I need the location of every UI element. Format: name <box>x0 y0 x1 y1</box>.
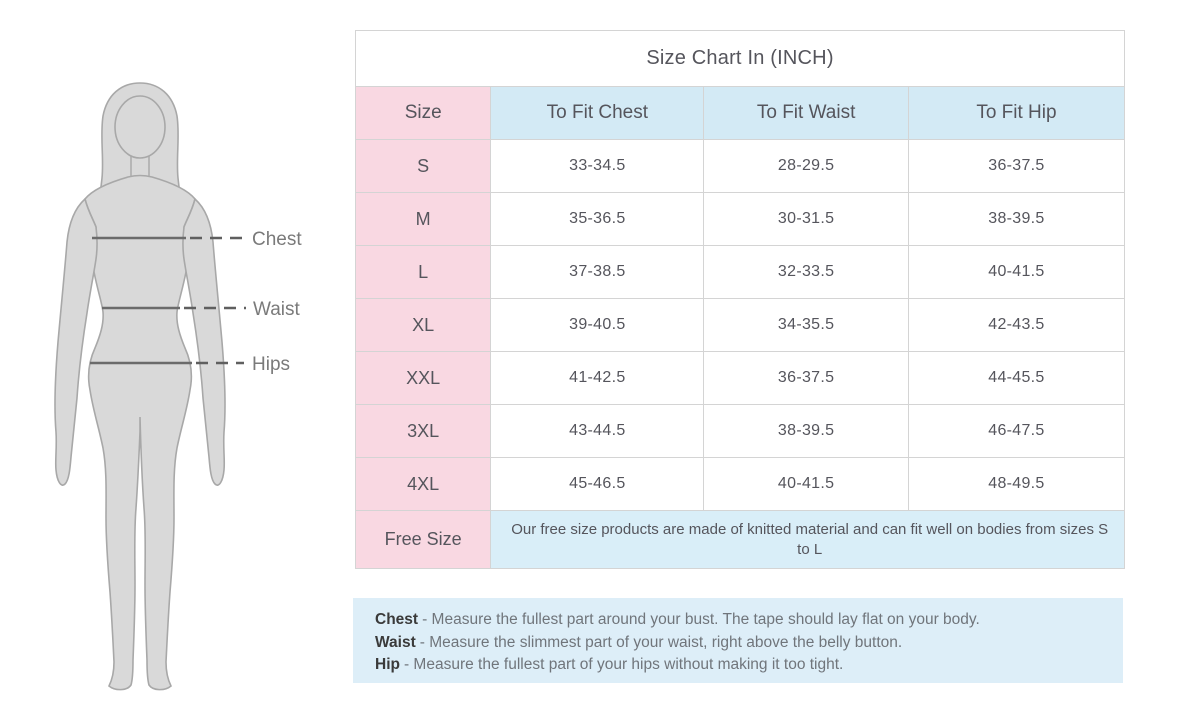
size-cell: XXL <box>356 352 491 405</box>
waist-cell: 30-31.5 <box>704 193 909 246</box>
chest-cell: 41-42.5 <box>491 352 704 405</box>
hip-cell: 44-45.5 <box>908 352 1124 405</box>
face-shape <box>115 96 165 158</box>
column-header-size: Size <box>356 87 491 140</box>
table-row-xxl <box>356 352 1125 405</box>
hip-cell: 40-41.5 <box>908 246 1124 299</box>
size-chart-table-wrap <box>355 30 1125 569</box>
table-row-xl <box>356 299 1125 352</box>
hip-cell: 46-47.5 <box>908 405 1124 458</box>
size-cell: 4XL <box>356 458 491 511</box>
chest-cell: 37-38.5 <box>491 246 704 299</box>
size-cell: S <box>356 140 491 193</box>
chest-instruction <box>375 609 1105 632</box>
waist-cell: 28-29.5 <box>704 140 909 193</box>
hip-cell: 48-49.5 <box>908 458 1124 511</box>
chest-cell: 35-36.5 <box>491 193 704 246</box>
table-row-s <box>356 140 1125 193</box>
table-title-row <box>356 31 1125 87</box>
column-header-chest: To Fit Chest <box>491 87 704 140</box>
table-row-m <box>356 193 1125 246</box>
table-row-free-size <box>356 511 1125 569</box>
size-chart-table <box>355 30 1125 569</box>
size-cell: XL <box>356 299 491 352</box>
chest-cell: 33-34.5 <box>491 140 704 193</box>
free-size-label: Free Size <box>356 511 491 569</box>
waist-cell: 38-39.5 <box>704 405 909 458</box>
torso-legs-shape <box>85 176 195 690</box>
column-header-waist: To Fit Waist <box>704 87 909 140</box>
right-arm-shape <box>183 199 225 485</box>
size-cell: M <box>356 193 491 246</box>
waist-instruction <box>375 632 1105 655</box>
waist-cell: 32-33.5 <box>704 246 909 299</box>
free-size-note: Our free size products are made of knitted material and can fit well on bodies from sizes S to L <box>491 511 1125 569</box>
female-body-silhouette <box>40 70 330 715</box>
waist-label: Waist <box>253 299 300 320</box>
body-measurement-diagram <box>40 70 330 715</box>
chest-instruction-term: Chest <box>375 611 419 628</box>
table-row-4xl <box>356 458 1125 511</box>
chest-cell: 43-44.5 <box>491 405 704 458</box>
waist-instruction-text: - Measure the slimmest part of your waist, right above the belly button. <box>419 633 903 651</box>
hips-label: Hips <box>252 354 291 375</box>
hip-cell: 38-39.5 <box>908 193 1124 246</box>
hip-instruction-term: Hip <box>375 656 400 673</box>
table-row-3xl <box>356 405 1125 458</box>
hip-cell: 36-37.5 <box>908 140 1124 193</box>
table-row-l <box>356 246 1125 299</box>
chest-instruction-text: - Measure the fullest part around your bust. The tape should lay flat on your body. <box>422 611 980 628</box>
left-arm-shape <box>55 199 97 485</box>
table-header-row <box>356 87 1125 140</box>
column-header-hip: To Fit Hip <box>908 87 1124 140</box>
chest-cell: 39-40.5 <box>491 299 704 352</box>
size-cell: 3XL <box>356 405 491 458</box>
chest-label: Chest <box>252 229 302 250</box>
measurement-instructions <box>353 598 1123 683</box>
waist-cell: 40-41.5 <box>704 458 909 511</box>
hip-instruction <box>375 654 1105 677</box>
hip-instruction-text: - Measure the fullest part of your hips without making it too tight. <box>403 656 844 673</box>
waist-cell: 36-37.5 <box>704 352 909 405</box>
waist-instruction-term: Waist <box>375 633 416 651</box>
size-cell: L <box>356 246 491 299</box>
chest-cell: 45-46.5 <box>491 458 704 511</box>
hip-cell: 42-43.5 <box>908 299 1124 352</box>
waist-cell: 34-35.5 <box>704 299 909 352</box>
table-title: Size Chart In (INCH) <box>356 31 1125 87</box>
